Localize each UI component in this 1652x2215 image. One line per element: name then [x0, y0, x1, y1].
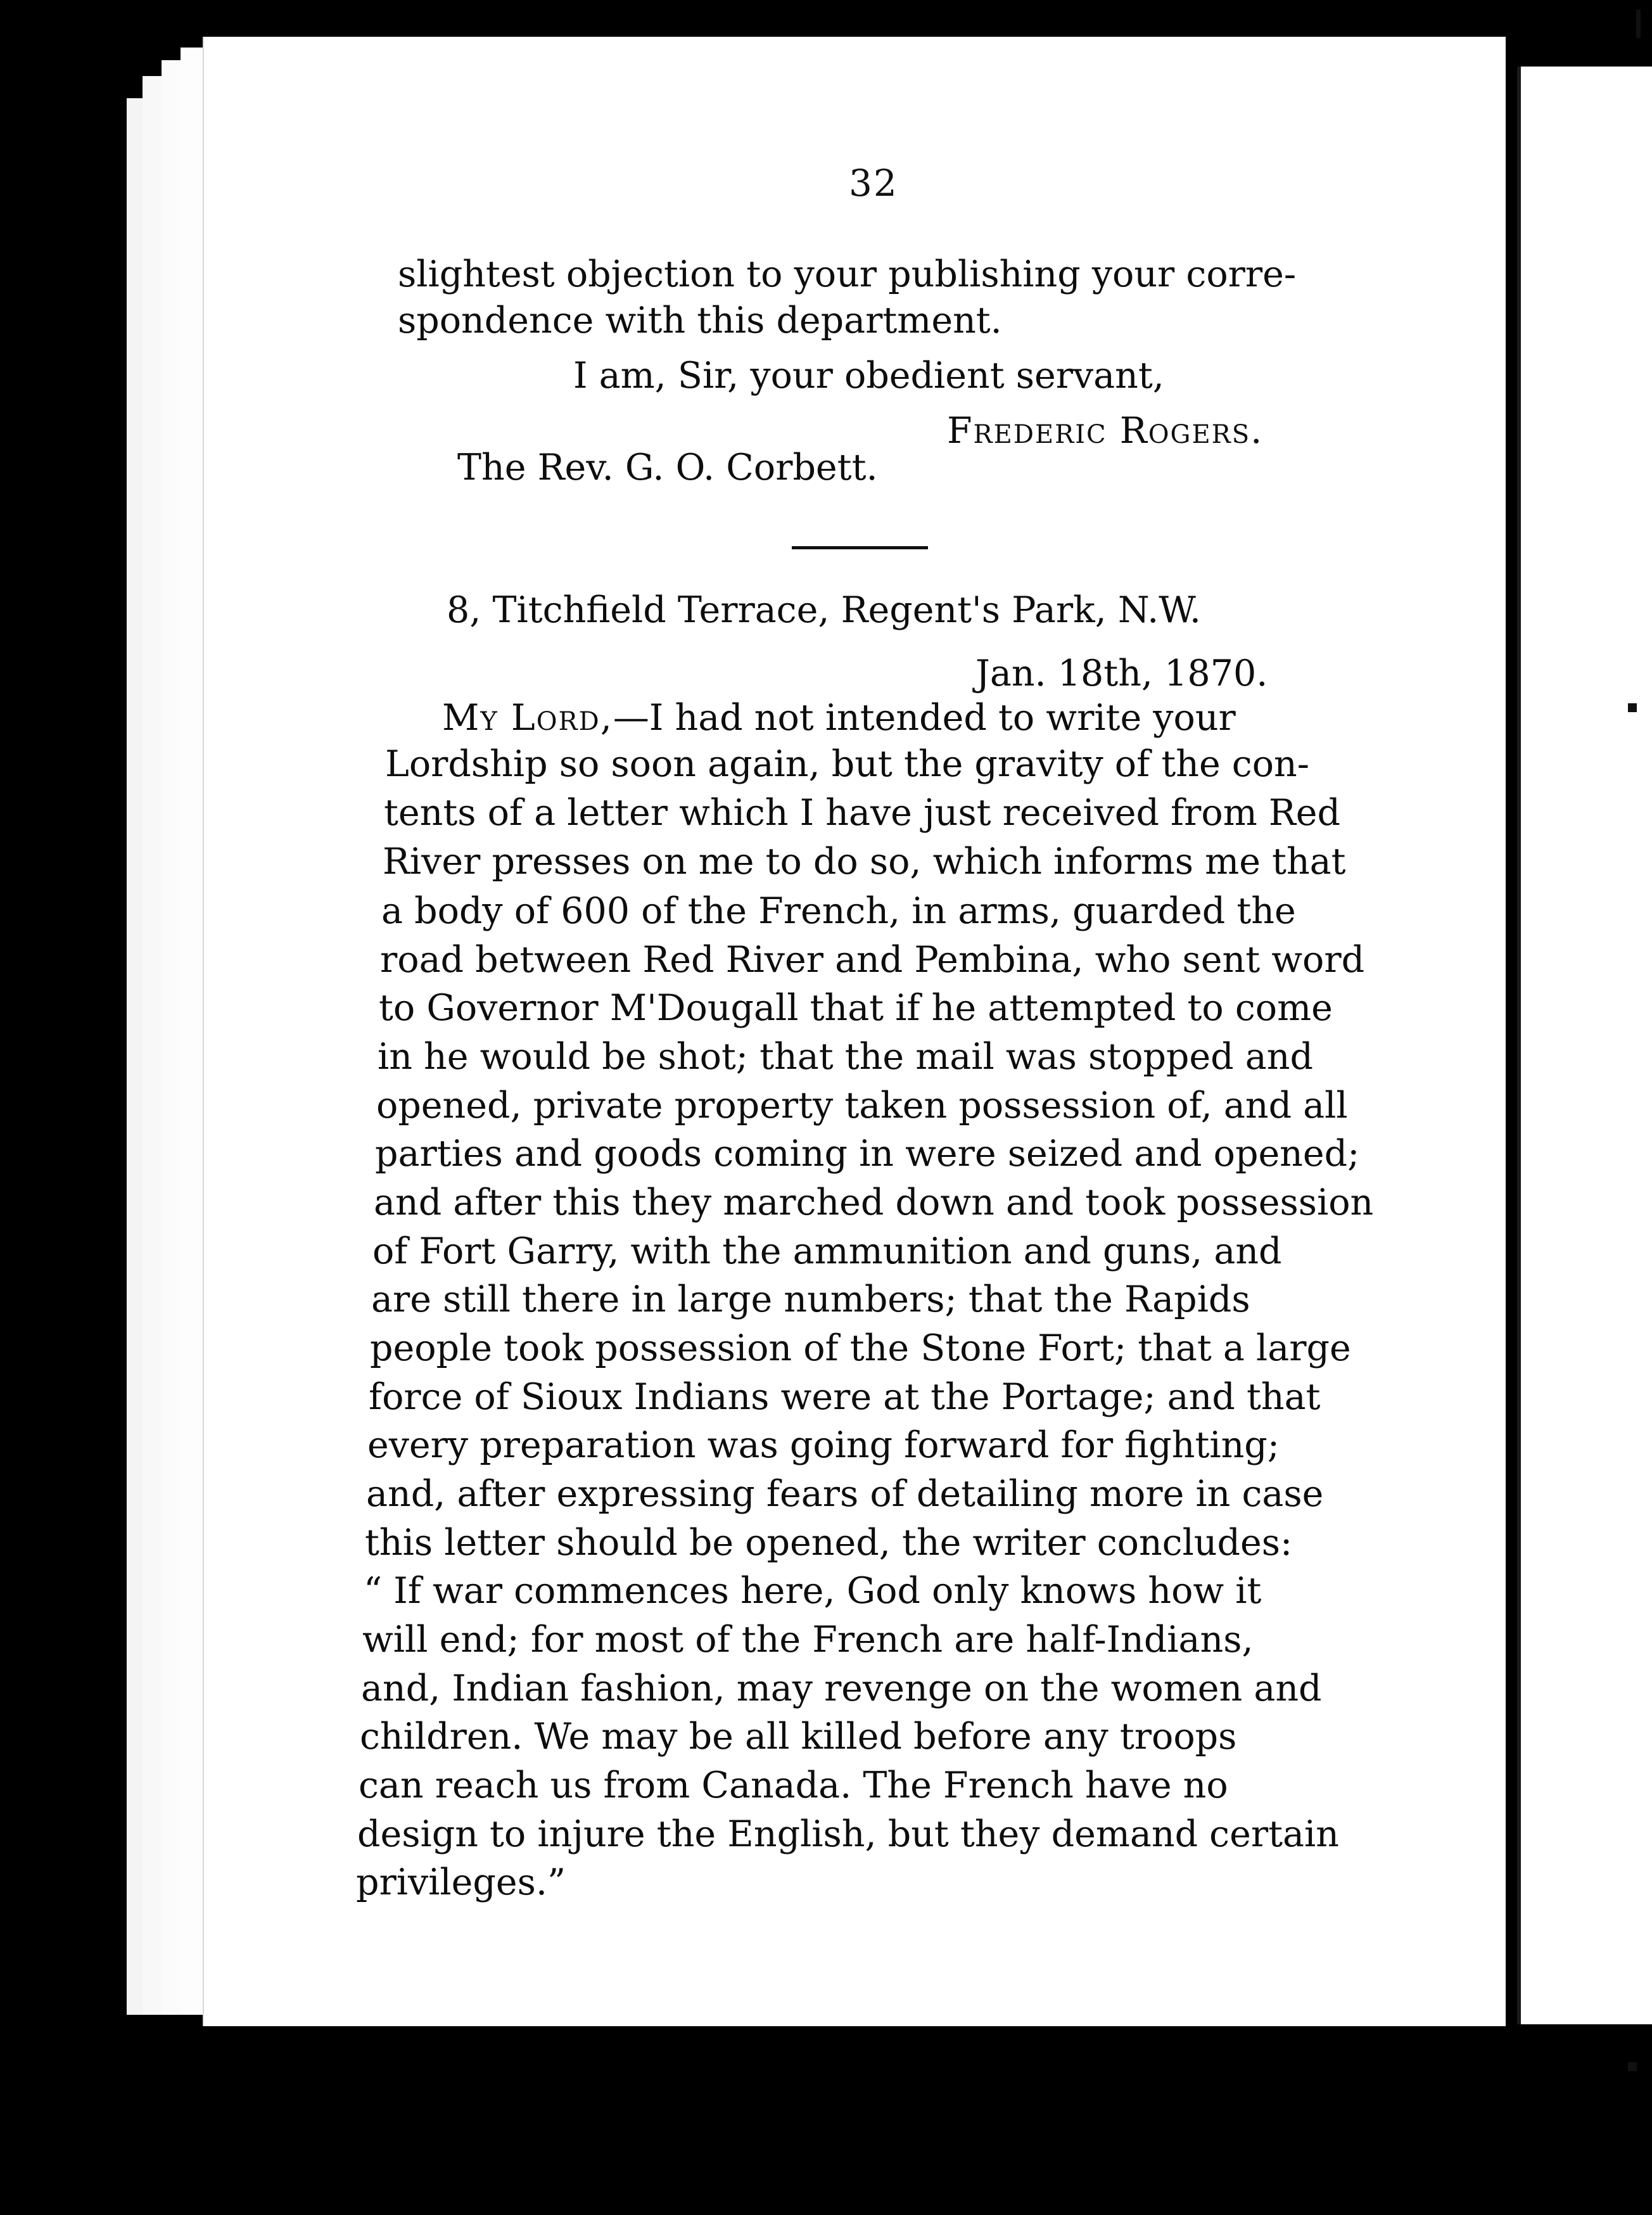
letter-address: 8, Titchfield Terrace, Regent's Park, N.W. [447, 589, 1201, 631]
letter-date: Jan. 18th, 1870. [975, 653, 1268, 694]
scan-mark [1628, 2062, 1637, 2071]
text-line: of Fort Garry, with the ammunition and guns, and [372, 1230, 1282, 1272]
text-line: to Governor M'Dougall that if he attempted to come [379, 987, 1333, 1029]
text-line: parties and goods coming in were seized and opened; [375, 1133, 1360, 1175]
text-line: design to injure the English, but they demand certain [357, 1813, 1339, 1855]
salutation: My Lord, [442, 697, 613, 739]
text-line: slightest objection to your publishing your corre- [398, 253, 1297, 295]
page-number: 32 [849, 162, 898, 205]
text-line: “ If war commences here, God only knows how it [364, 1570, 1262, 1612]
text-line: River presses on me to do so, which informs me that [383, 841, 1346, 883]
text-line: road between Red River and Pembina, who sent word [380, 939, 1365, 981]
text-line: this letter should be opened, the writer concludes: [365, 1522, 1293, 1564]
adjacent-page [1517, 67, 1652, 2024]
first-line-text: —I had not intended to write your [613, 697, 1236, 739]
text-line: are still there in large numbers; that the Rapids [371, 1279, 1250, 1320]
addressee: The Rev. G. O. Corbett. [457, 447, 878, 488]
scan-mark [1636, 10, 1641, 38]
text-line: children. We may be all killed before any troops [360, 1716, 1237, 1758]
text-line: people took possession of the Stone Fort; that a large [370, 1327, 1351, 1369]
section-divider [792, 546, 928, 549]
text-line: can reach us from Canada. The French have no [359, 1765, 1228, 1806]
closing-line: I am, Sir, your obedient servant, [573, 355, 1164, 397]
text-line: will end; for most of the French are half-Indians, [362, 1619, 1254, 1661]
text-line: and, Indian fashion, may revenge on the women and [361, 1668, 1322, 1709]
text-line: in he would be shot; that the mail was stopped and [378, 1036, 1313, 1078]
text-line: and, after expressing fears of detailing more in case [366, 1473, 1324, 1515]
text-line: Lordship so soon again, but the gravity of the con- [385, 743, 1310, 785]
text-line: and after this they marched down and took possession [374, 1182, 1374, 1223]
text-line: spondence with this department. [398, 300, 1002, 342]
text-line: privileges.” [356, 1861, 566, 1903]
adjacent-page-gutter [1517, 67, 1521, 2024]
first-body-line [442, 697, 1236, 739]
scan-mark [1628, 703, 1637, 712]
signature: Frederic Rogers. [947, 410, 1264, 452]
text-line: tents of a letter which I have just received from Red [384, 792, 1341, 834]
text-line: force of Sioux Indians were at the Portage; and that [369, 1376, 1321, 1418]
text-line: opened, private property taken possession of, and all [376, 1085, 1348, 1127]
text-line: every preparation was going forward for fighting; [367, 1424, 1280, 1466]
text-line: a body of 600 of the French, in arms, guarded the [381, 890, 1296, 932]
